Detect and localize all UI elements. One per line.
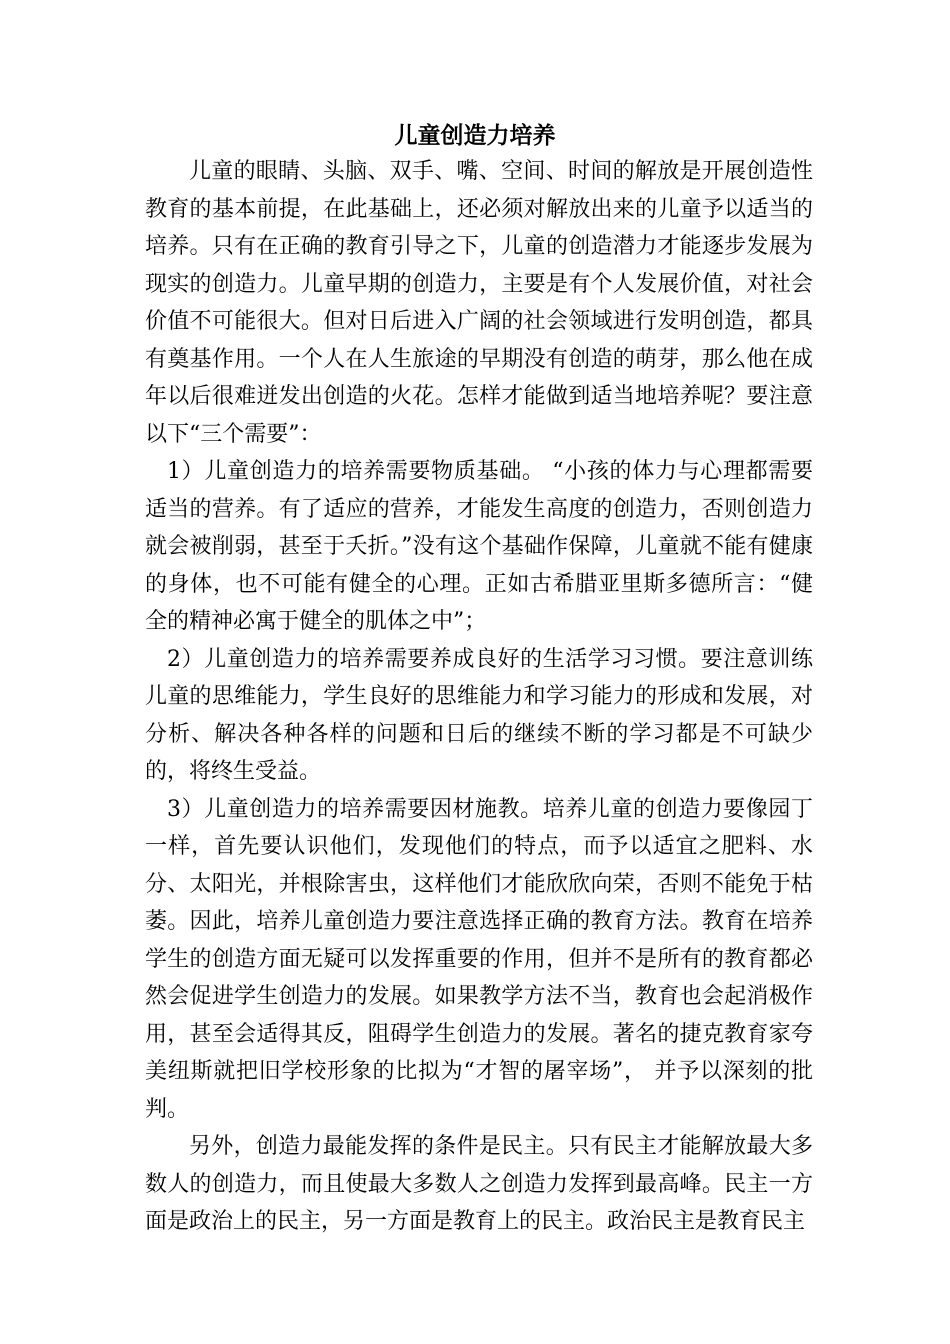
paragraph-need-3: 3）儿童创造力的培养需要因材施教。培养儿童的创造力要像园丁一样，首先要认识他们，发现他们的特点，而予以适宜之肥料、水分、太阳光，并根除害虫，这样他们才能欣欣向荣，否则不能免于枯萎。因此，培养儿童创造力要注意选择正确的教育方法。教育在培养学生的创造方面无疑可以发挥重要的作用，但并不是所有的教育都必然会促进学生创造力的发展。如果教学方法不当，教育也会起消极作用，甚至会适得其反，阻碍学生创造力的发展。著名的捷克教育家夸美纽斯就把旧学校形象的比拟为“才智的屠宰场”， 并予以深刻的批判。	[145, 796, 813, 1122]
paragraph-democracy: 另外，创造力最能发挥的条件是民主。只有民主才能解放最大多数人的创造力，而且使最大多数人之创造力发挥到最高峰。民主一方面是政治上的民主，另一方面是教育上的民主。政治民主是教育民主	[145, 1134, 813, 1234]
document-body	[145, 153, 813, 1241]
document-title: 儿童创造力培养	[394, 123, 556, 149]
paragraph-intro: 儿童的眼睛、头脑、双手、嘴、空间、时间的解放是开展创造性教育的基本前提，在此基础上，还必须对解放出来的儿童予以适当的培养。只有在正确的教育引导之下，儿童的创造潜力才能逐步发展为现实的创造力。儿童早期的创造力，主要是有个人发展价值，对社会价值不可能很大。但对日后进入广阔的社会领域进行发明创造，都具有奠基作用。一个人在人生旅途的早期没有创造的萌芽，那么他在成年以后很难迸发出创造的火花。怎样才能做到适当地培养呢？要注意以下“三个需要”：	[145, 159, 813, 447]
paragraph-need-2: 2）儿童创造力的培养需要养成良好的生活学习习惯。要注意训练儿童的思维能力，学生良好的思维能力和学习能力的形成和发展，对分析、解决各种各样的问题和日后的继续不断的学习都是不可缺少的，将终生受益。	[145, 646, 813, 784]
paragraph-need-1: 1）儿童创造力的培养需要物质基础。 “小孩的体力与心理都需要适当的营养。有了适应的营养，才能发生高度的创造力，否则创造力就会被削弱，甚至于夭折。”没有这个基础作保障，儿童就不能有健康的身体，也不可能有健全的心理。正如古希腊亚里斯多德所言：“健全的精神必寓于健全的肌体之中”；	[145, 459, 813, 634]
